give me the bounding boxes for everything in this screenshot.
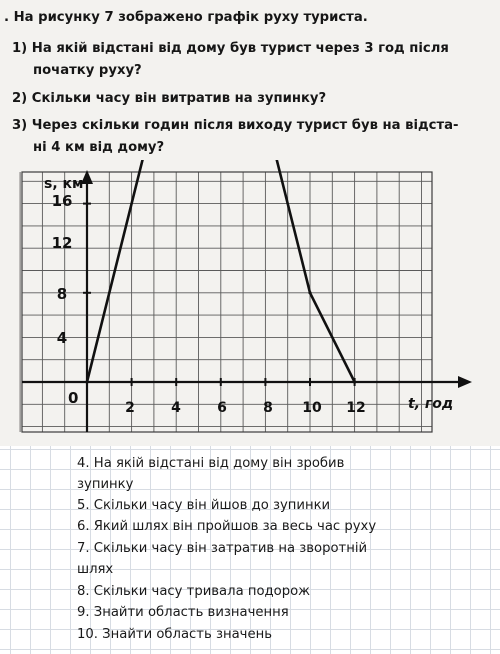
handwritten-question-5: 5. Скільки часу він йшов до зупинки [77,498,331,513]
y-axis-label: s, км [44,176,84,192]
question-2: 2) Скільки часу він витратив на зупинку? [12,91,327,106]
data-point [353,380,356,383]
grid-border [22,172,432,432]
handwritten-question-7-cont: шлях [77,562,114,577]
graph-ticks [83,160,355,386]
graph-axes [22,170,472,432]
question-3-line-2: ні 4 км від дому? [33,140,165,155]
graph-labels [44,176,453,416]
handwritten-question-4: 4. На якій відстані від дому він зробив [77,456,345,471]
x-axis-arrow [458,376,472,388]
x-tick-label: 10 [302,400,322,416]
question-1-line-2: початку руху? [33,63,142,78]
handwritten-question-7: 7. Скільки часу він затратив на зворотній [77,541,368,556]
graph-grid [20,172,432,432]
handwritten-question-8: 8. Скільки часу тривала подорож [77,584,311,599]
handwritten-question-4-cont: зупинку [77,477,134,492]
notebook-page [0,446,500,654]
y-tick-label: 16 [51,192,73,210]
x-tick-label: 2 [125,400,135,416]
x-tick-label: 8 [263,400,273,416]
y-tick-label: 4 [56,329,68,347]
motion-graph [0,160,500,440]
data-point [308,291,311,294]
x-axis-label: t, год [408,396,454,412]
handwritten-question-9: 9. Знайти область визначення [77,605,289,620]
y-tick-label: 12 [51,234,73,252]
y-tick-label: 8 [56,285,68,303]
question-1-line-1: 1) На якій відстані від дому був турист через 3 год після [12,41,449,56]
handwritten-question-10: 10. Знайти область значень [77,627,272,642]
task-intro: . На рисунку 7 зображено графік руху туриста. [4,10,368,25]
data-point [85,380,88,383]
x-tick-label: 12 [346,400,366,416]
question-3-line-1: 3) Через скільки годин після виходу турист був на відста- [12,118,459,133]
x-tick-label: 4 [171,400,181,416]
x-tick-label: 6 [217,400,227,416]
origin-label: 0 [68,389,79,407]
handwritten-question-6: 6. Який шлях він пройшов за весь час руху [77,519,377,534]
